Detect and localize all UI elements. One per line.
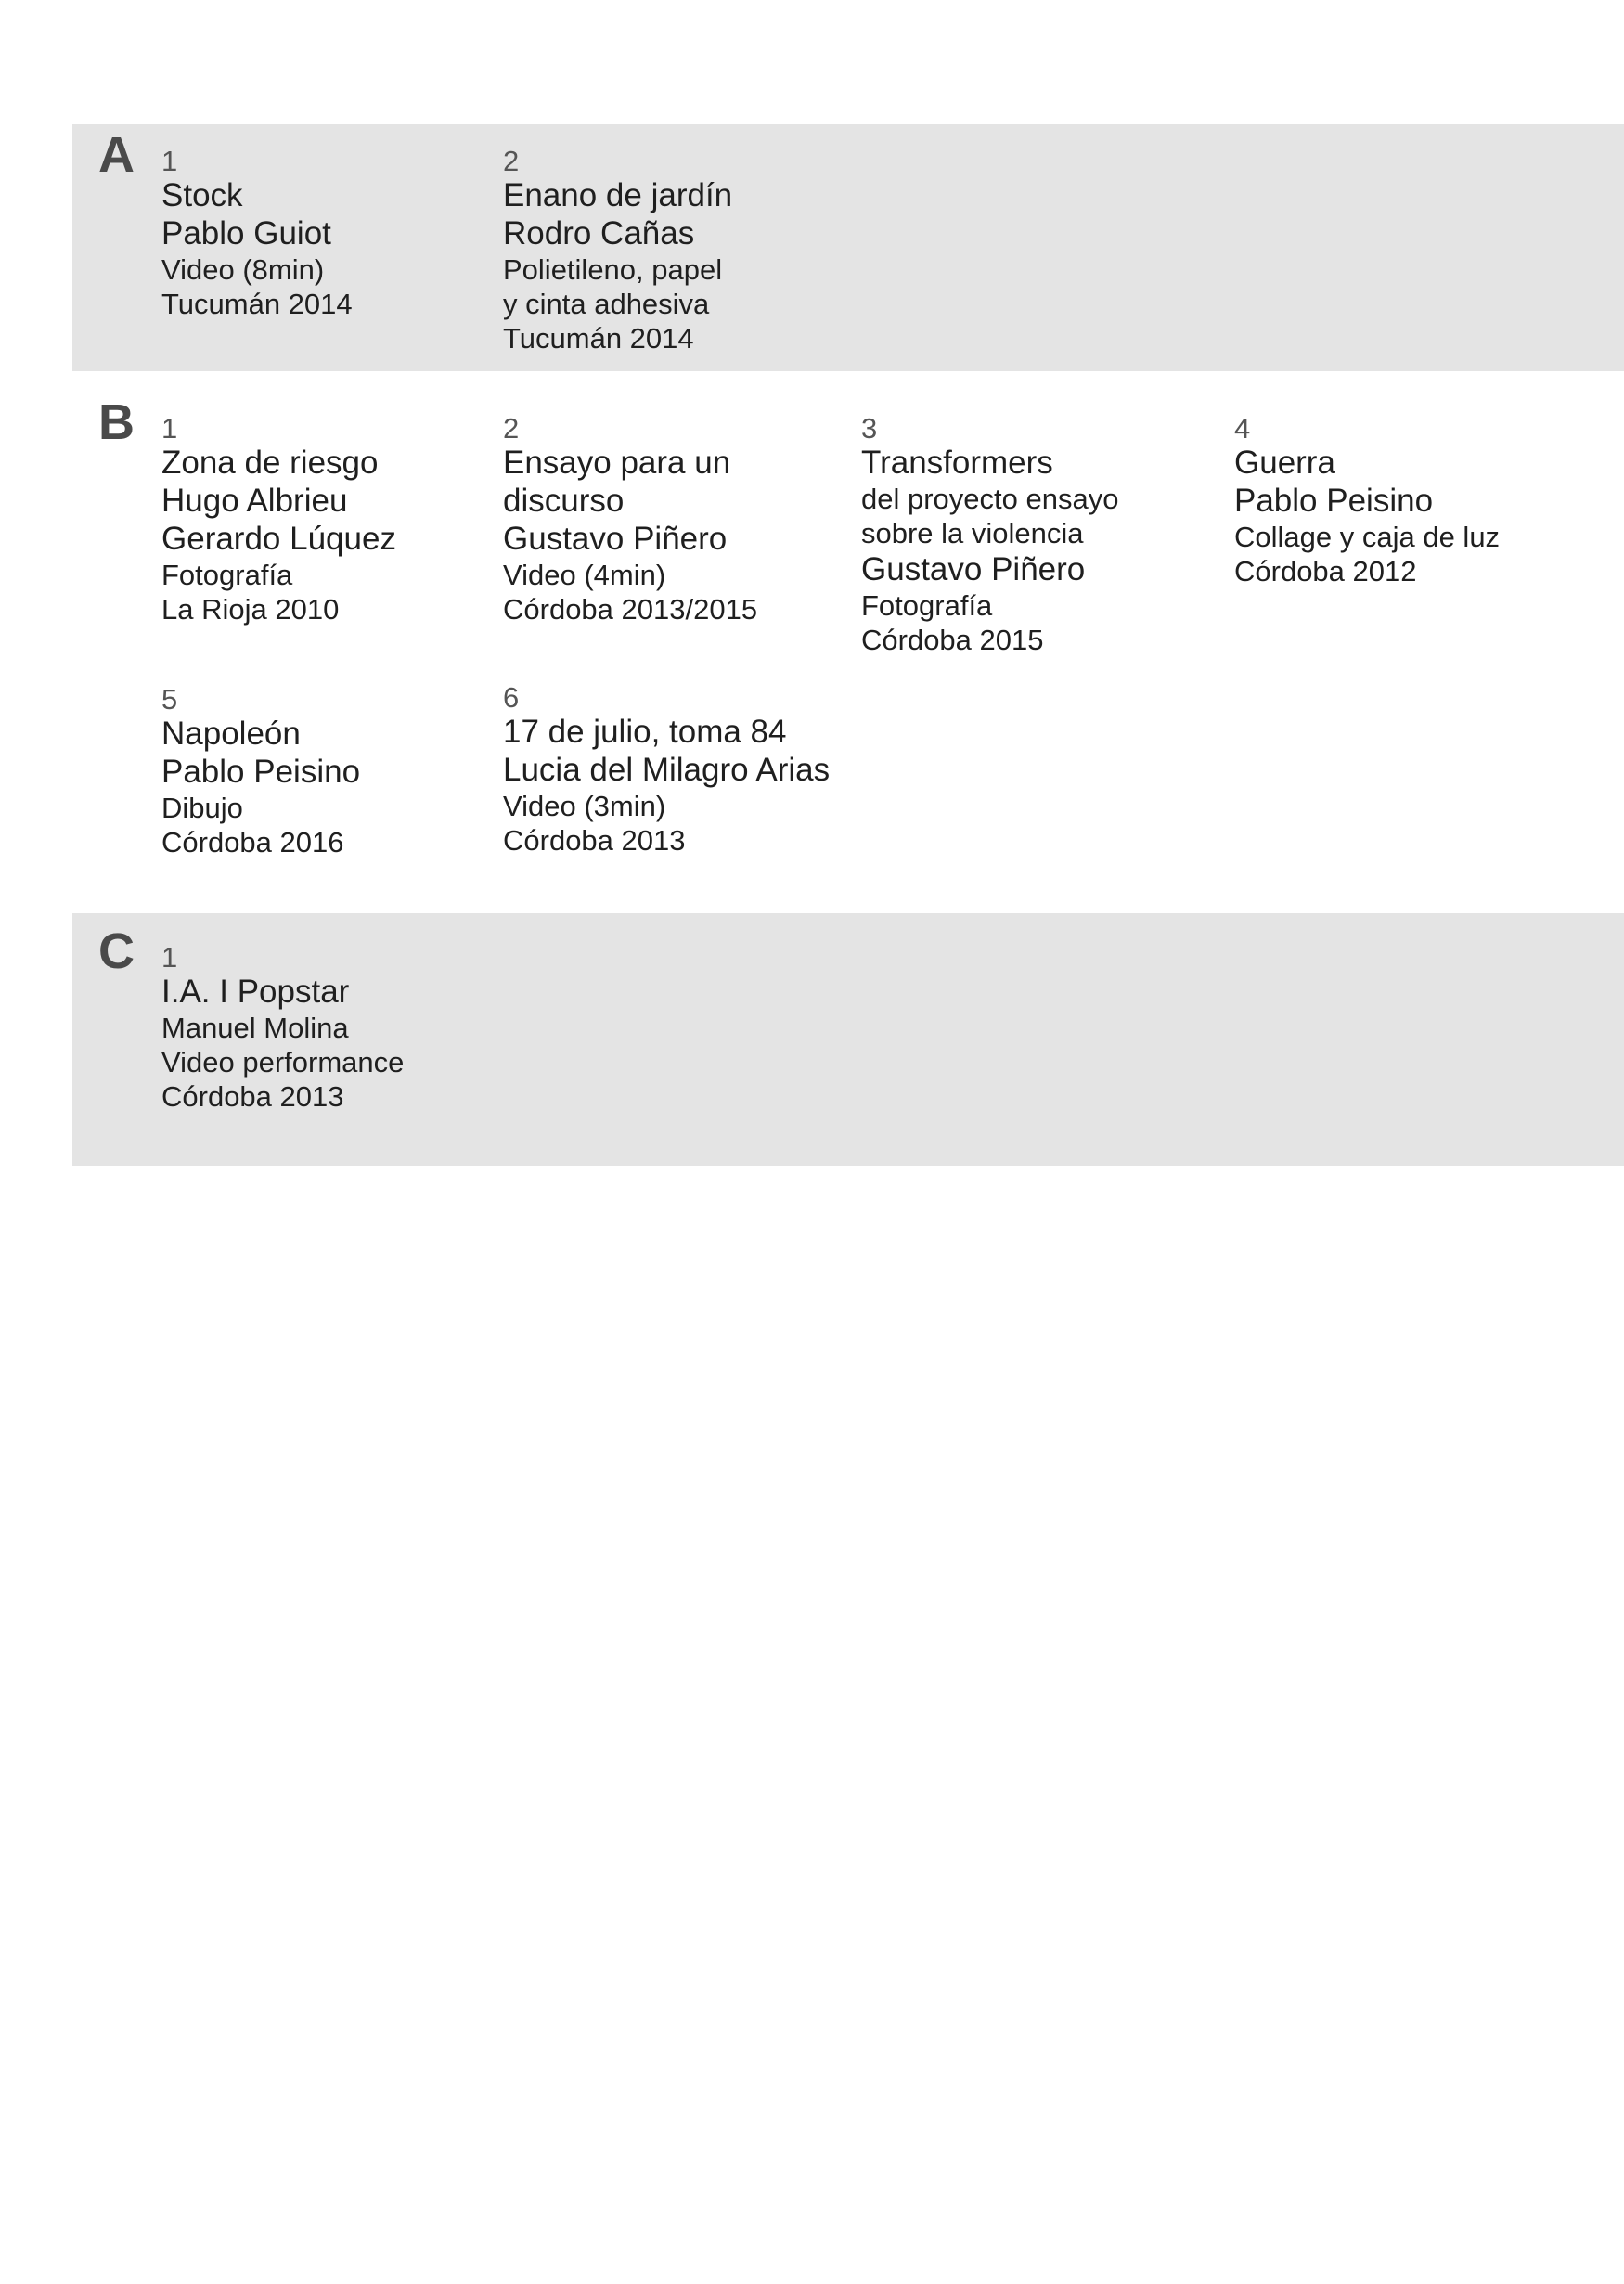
entry-medium: y cinta adhesiva [503,288,710,320]
entry-number: 6 [503,681,520,714]
entry-b-4 [1234,414,1500,588]
entry-c-1 [161,943,404,1114]
entry-b-2 [503,414,757,626]
entry-title: Guerra [1234,445,1335,481]
entry-place-year: Tucumán 2014 [503,322,694,355]
entry-b-3 [861,414,1118,657]
entry-b-5 [161,685,360,859]
entry-medium: Video (8min) [161,253,325,286]
entry-subtitle: sobre la violencia [861,517,1084,549]
entry-artist: Rodro Cañas [503,215,695,252]
entry-title: Zona de riesgo [161,445,379,481]
entry-medium: Dibujo [161,792,243,824]
entry-title: Stock [161,177,243,213]
entry-a-2 [503,147,732,355]
entry-a-1 [161,147,353,321]
section-a [72,124,1624,371]
entry-artist: Lucia del Milagro Arias [503,752,831,788]
entry-b-6 [503,683,830,858]
entry-number: 3 [861,412,878,445]
entry-medium: Video (4min) [503,559,666,591]
entry-title: I.A. I Popstar [161,974,350,1010]
entry-artist: Pablo Peisino [1234,483,1434,519]
section-letter-c: C [98,923,135,979]
entry-title: 17 de julio, toma 84 [503,714,787,750]
section-letter-b: B [98,394,135,450]
entry-artist: Hugo Albrieu [161,483,348,519]
entry-artist: Gustavo Piñero [503,521,728,557]
entry-place-year: Tucumán 2014 [161,288,353,320]
entry-artist: Pablo Peisino [161,754,361,790]
entry-medium: Fotografía [161,559,293,591]
entry-title: discurso [503,483,625,519]
entry-artist: Manuel Molina [161,1012,349,1044]
entry-number: 5 [161,683,178,716]
entry-artist: Gerardo Lúquez [161,521,396,557]
entry-number: 1 [161,145,178,177]
entry-title: Enano de jardín [503,177,733,213]
entry-number: 2 [503,412,520,445]
entry-medium: Video (3min) [503,790,666,822]
entry-place-year: Córdoba 2013 [161,1080,344,1113]
entry-medium: Fotografía [861,589,993,622]
entry-place-year: Córdoba 2012 [1234,555,1417,587]
entry-b-1 [161,414,396,626]
entry-medium: Video performance [161,1046,405,1078]
section-letter-a: A [98,127,135,183]
entry-place-year: Córdoba 2016 [161,826,344,858]
entry-title: Transformers [861,445,1053,481]
entry-place-year: Córdoba 2015 [861,624,1044,656]
entry-place-year: Córdoba 2013 [503,824,686,857]
entry-number: 1 [161,941,178,974]
entry-title: Ensayo para un [503,445,731,481]
entry-artist: Gustavo Piñero [861,551,1086,587]
entry-medium: Polietileno, papel [503,253,723,286]
entry-title: Napoleón [161,716,301,752]
entry-number: 2 [503,145,520,177]
entry-number: 1 [161,412,178,445]
entry-place-year: Córdoba 2013/2015 [503,593,758,626]
section-c [72,913,1624,1166]
entry-subtitle: del proyecto ensayo [861,483,1119,515]
entry-number: 4 [1234,412,1251,445]
entry-medium: Collage y caja de luz [1234,521,1501,553]
section-b [72,371,1624,913]
entry-artist: Pablo Guiot [161,215,331,252]
entry-place-year: La Rioja 2010 [161,593,340,626]
